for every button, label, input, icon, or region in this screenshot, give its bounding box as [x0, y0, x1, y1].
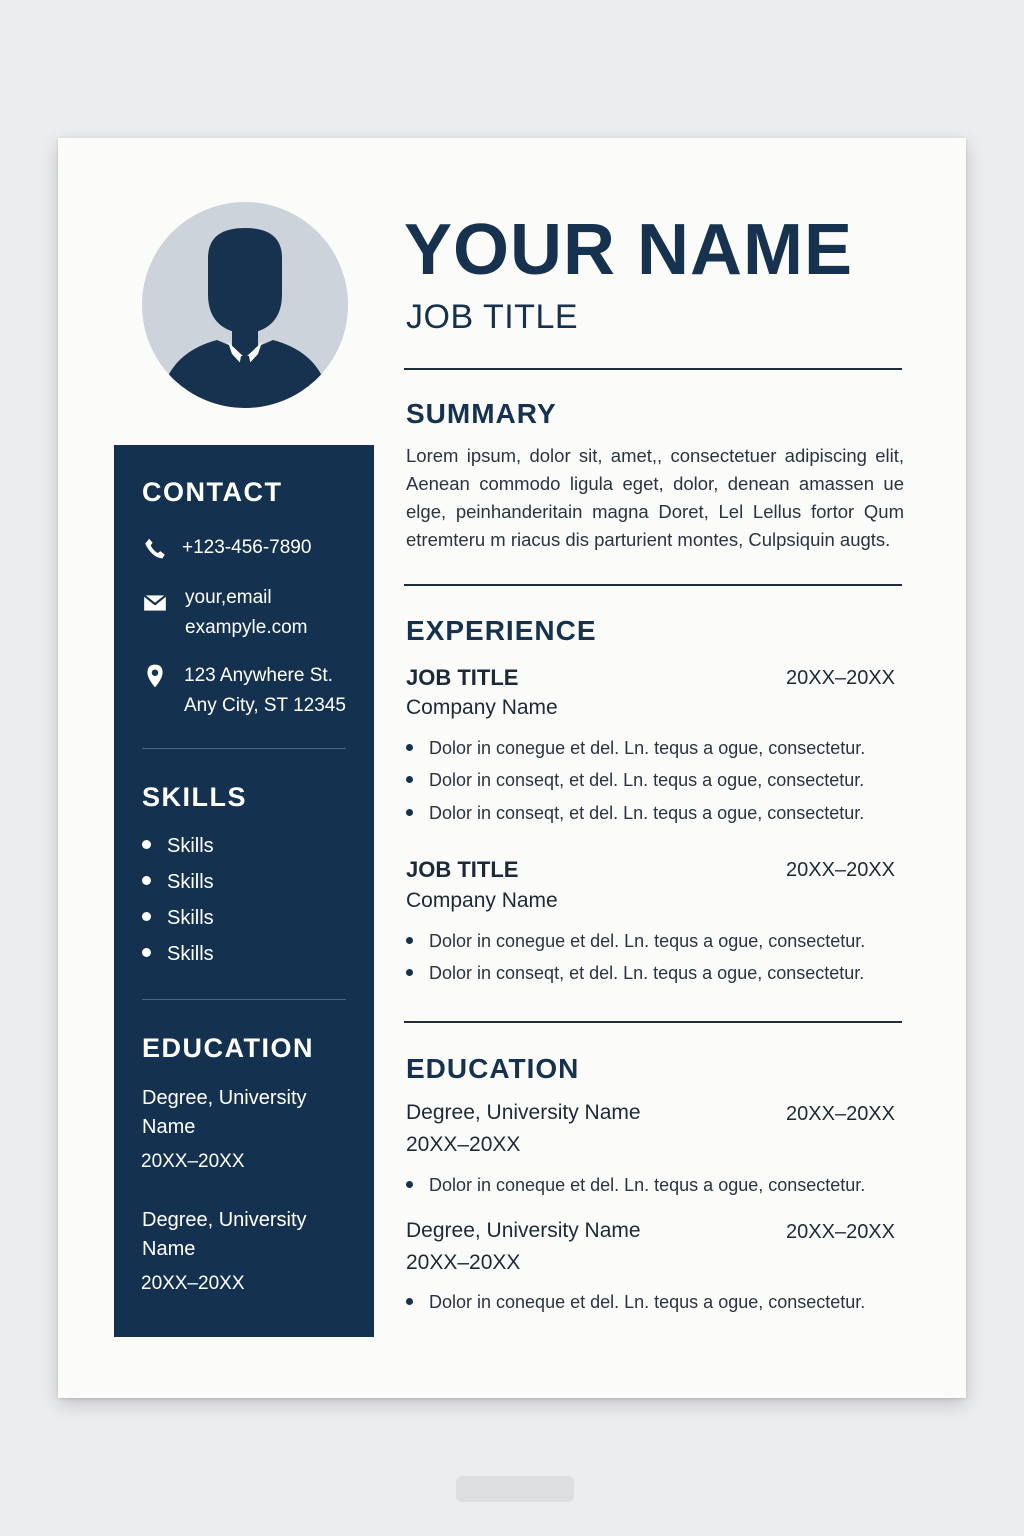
- job-bullet: Dolor in conegue et del. Ln. tequs a ogue, consectetur.: [406, 931, 865, 952]
- section-divider: [404, 584, 902, 586]
- experience-heading: EXPERIENCE: [406, 615, 597, 646]
- map-pin-icon: [142, 663, 168, 689]
- contact-address-line2: Any City, ST 12345: [184, 695, 346, 716]
- education-dates: 20XX–20XX: [786, 1103, 895, 1125]
- resume-job-title: JOB TITLE: [406, 298, 579, 336]
- job-title: JOB TITLE: [406, 857, 519, 882]
- company-name: Company Name: [406, 696, 558, 719]
- job-dates: 20XX–20XX: [786, 667, 895, 689]
- section-divider: [404, 368, 902, 370]
- sidebar: [114, 445, 374, 1337]
- resume-page: [58, 138, 966, 1398]
- skill-item: Skills: [142, 835, 214, 858]
- sidebar-education-heading: EDUCATION: [142, 1033, 314, 1063]
- education-degree: Degree, University Name: [406, 1101, 641, 1124]
- sidebar-education-years: 20XX–20XX: [141, 1273, 245, 1294]
- education-dates: 20XX–20XX: [786, 1221, 895, 1243]
- sidebar-education-years: 20XX–20XX: [141, 1151, 245, 1172]
- contact-email-line2: exampyle.com: [185, 617, 308, 638]
- skill-item: Skills: [142, 943, 214, 966]
- section-divider: [404, 1021, 902, 1023]
- education-bullet: Dolor in coneque et del. Ln. tequs a ogue, consectetur.: [406, 1292, 865, 1313]
- sidebar-education-degree: Name: [142, 1116, 196, 1138]
- company-name: Company Name: [406, 889, 558, 912]
- sidebar-education-degree: Degree, University: [142, 1209, 307, 1231]
- envelope-icon: [142, 590, 168, 616]
- education-bullet: Dolor in conequе et del. Ln. tequs a ogue, consectetur.: [406, 1175, 865, 1196]
- contact-heading: CONTACT: [142, 477, 283, 507]
- job-title: JOB TITLE: [406, 665, 519, 690]
- summary-text: Lorem ipsum, dolor sit, amet,, consectetuer adipiscing elit, Aenean commodo ligula eget, dolor, denean amassen ue elge, peinhanderitain magna Doret, Lel Lellus fortor Qum etremteru m riacus dis parturient montes, Culpsiquin augts.: [406, 445, 904, 550]
- contact-phone: +123-456-7890: [182, 537, 312, 558]
- education-years: 20XX–20XX: [406, 1251, 521, 1274]
- sidebar-education-degree: Degree, University: [142, 1087, 307, 1109]
- education-years: 20XX–20XX: [406, 1133, 521, 1156]
- resume-name: YOUR NAME: [404, 210, 854, 290]
- education-degree: Degree, University Name: [406, 1219, 641, 1242]
- skill-item: Skills: [142, 871, 214, 894]
- job-dates: 20XX–20XX: [786, 859, 895, 881]
- job-bullet: Dolor in conseqt, et del. Ln. tequs a ogue, consectetur.: [406, 770, 864, 791]
- watermark-logo: [450, 1466, 580, 1516]
- education-heading: EDUCATION: [406, 1053, 580, 1084]
- contact-email-line1: your,email: [185, 587, 272, 608]
- job-bullet: Dolor in conegue et del. Ln. tequs a ogue, consectetur.: [406, 738, 865, 759]
- phone-icon: [142, 536, 168, 562]
- person-silhouette-icon: [142, 202, 348, 408]
- job-bullet: Dolor in conseqt, et del. Ln. tequs a ogue, consectetur.: [406, 963, 864, 984]
- sidebar-divider: [142, 748, 346, 749]
- sidebar-divider: [142, 999, 346, 1000]
- job-bullet: Dolor in conseqt, et del. Ln. tequs a ogue, consectetur.: [406, 803, 864, 824]
- contact-address-line1: 123 Anywhere St.: [184, 665, 333, 686]
- avatar: [142, 202, 348, 408]
- summary-heading: SUMMARY: [406, 398, 557, 429]
- skills-heading: SKILLS: [142, 782, 248, 812]
- sidebar-education-degree: Name: [142, 1238, 196, 1260]
- skill-item: Skills: [142, 907, 214, 930]
